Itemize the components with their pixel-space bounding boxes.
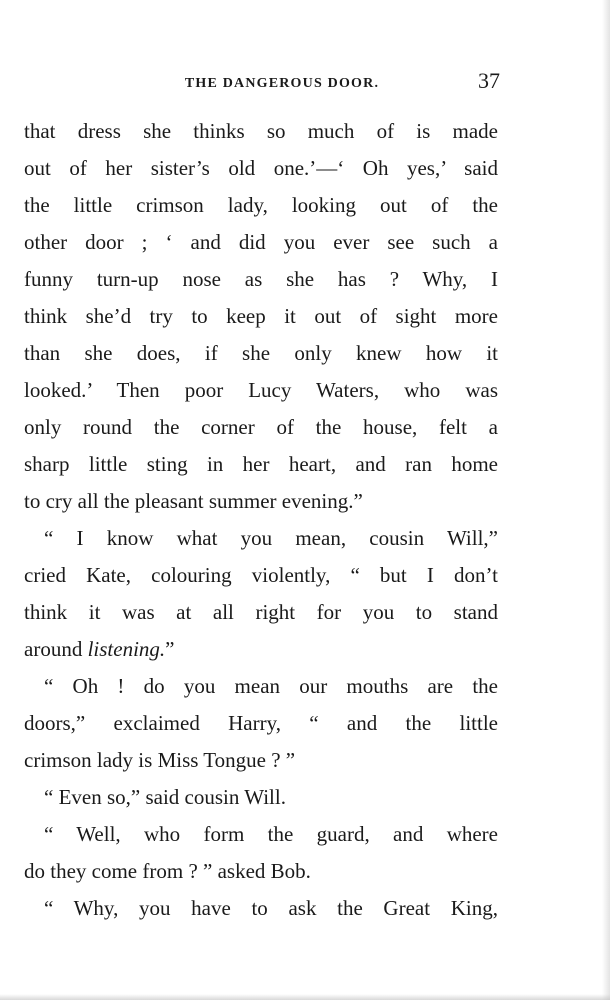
text-line: “ Why, you have to ask the Great King, xyxy=(44,896,498,920)
text-line: than she does, if she only knew how it xyxy=(24,341,498,365)
text-line: “ Even so,” said cousin Will. xyxy=(44,785,286,809)
text-line: sharp little sting in her heart, and ran home xyxy=(24,452,498,476)
running-head xyxy=(24,68,500,98)
page-bottom-shadow xyxy=(0,994,610,1000)
text-line: other door ; ‘ and did you ever see such a xyxy=(24,230,498,254)
text-line: think she’d try to keep it out of sight more xyxy=(24,304,498,328)
text-line: do they come from ? ” asked Bob. xyxy=(24,859,311,883)
text-line: to cry all the pleasant summer evening.” xyxy=(24,489,363,513)
text-line: crimson lady is Miss Tongue ? ” xyxy=(24,748,296,772)
page-edge-shadow xyxy=(602,0,610,1000)
text-line: looked.’ Then poor Lucy Waters, who was xyxy=(24,378,498,402)
text-line: the little crimson lady, looking out of the xyxy=(24,193,498,217)
text-line: that dress she thinks so much of is made xyxy=(24,119,498,143)
text-line-listening xyxy=(24,631,498,668)
text-line: “ Oh ! do you mean our mouths are the xyxy=(44,674,498,698)
body-text xyxy=(24,113,498,927)
text-line: doors,” exclaimed Harry, “ and the little xyxy=(24,711,498,735)
italic-word-listening: listening. xyxy=(87,637,166,661)
closing-quote: ” xyxy=(165,637,175,661)
text-line: out of her sister’s old one.’—‘ Oh yes,’ said xyxy=(24,156,498,180)
text-line: think it was at all right for you to stand xyxy=(24,600,498,624)
running-title: THE DANGEROUS DOOR. xyxy=(184,76,380,91)
text-line: “ Well, who form the guard, and where xyxy=(44,822,498,846)
page-number: 37 xyxy=(478,68,500,93)
text-line: “ I know what you mean, cousin Will,” xyxy=(44,526,498,550)
text-line: only round the corner of the house, felt a xyxy=(24,415,498,439)
text-line: cried Kate, colouring violently, “ but I don’t xyxy=(24,563,498,587)
text-segment: around xyxy=(24,637,88,661)
text-line: funny turn-up nose as she has ? Why, I xyxy=(24,267,498,291)
